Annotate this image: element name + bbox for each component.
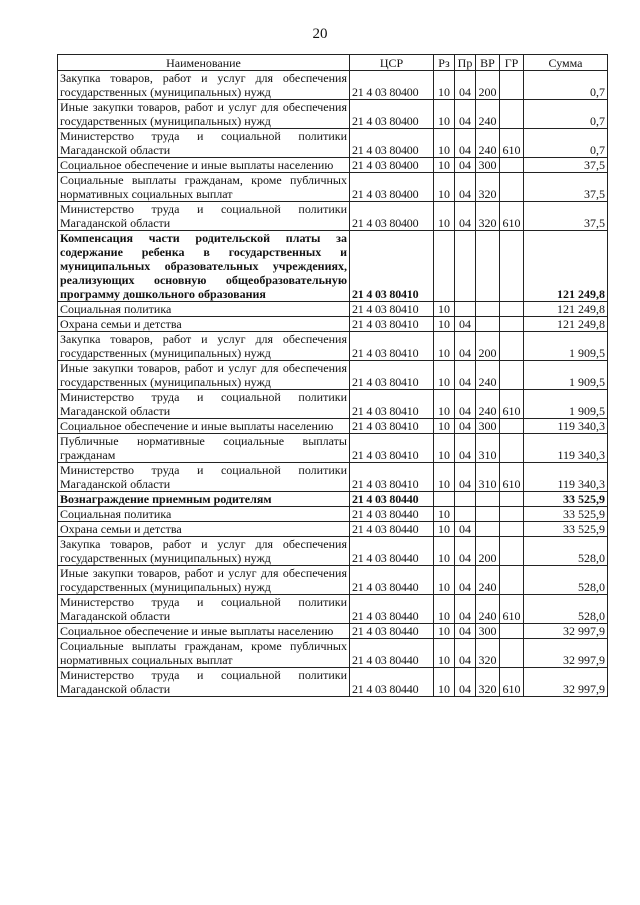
- cell-name: Социальные выплаты гражданам, кроме публичных нормативных социальных выплат: [58, 173, 350, 202]
- table-row: [58, 507, 608, 522]
- cell-name: Министерство труда и социальной политики Магаданской области: [58, 202, 350, 231]
- cell-rz: 10: [434, 71, 455, 100]
- cell-pr: 04: [455, 158, 476, 173]
- cell-rz: 10: [434, 537, 455, 566]
- cell-rz: 10: [434, 507, 455, 522]
- cell-gr: [500, 71, 524, 100]
- cell-pr: [455, 231, 476, 302]
- cell-rz: 10: [434, 624, 455, 639]
- cell-sum: 32 997,9: [524, 668, 608, 697]
- cell-sum: 528,0: [524, 595, 608, 624]
- table-row: [58, 639, 608, 668]
- cell-sum: 1 909,5: [524, 361, 608, 390]
- cell-name: Компенсация части родительской платы за содержание ребенка в государственных и муниципальных образовательных учреждениях, реализующих основную общеобразовательную программу дошкольного образования: [58, 231, 350, 302]
- cell-vr: 200: [476, 71, 500, 100]
- cell-vr: [476, 302, 500, 317]
- cell-vr: 240: [476, 129, 500, 158]
- cell-vr: 200: [476, 332, 500, 361]
- cell-gr: [500, 419, 524, 434]
- header-pr: Пр: [455, 55, 476, 71]
- cell-gr: 610: [500, 668, 524, 697]
- cell-rz: 10: [434, 100, 455, 129]
- cell-name: Социальное обеспечение и иные выплаты населению: [58, 624, 350, 639]
- cell-csr: 21 4 03 80440: [350, 522, 434, 537]
- cell-name: Министерство труда и социальной политики Магаданской области: [58, 595, 350, 624]
- cell-vr: 240: [476, 361, 500, 390]
- cell-gr: [500, 434, 524, 463]
- cell-pr: 04: [455, 202, 476, 231]
- cell-rz: 10: [434, 202, 455, 231]
- table-row: [58, 624, 608, 639]
- cell-sum: 32 997,9: [524, 639, 608, 668]
- cell-sum: 37,5: [524, 158, 608, 173]
- cell-rz: 10: [434, 463, 455, 492]
- cell-pr: [455, 302, 476, 317]
- cell-csr: 21 4 03 80410: [350, 390, 434, 419]
- cell-rz: 10: [434, 158, 455, 173]
- table-row: [58, 668, 608, 697]
- cell-name: Социальная политика: [58, 507, 350, 522]
- cell-vr: 300: [476, 158, 500, 173]
- cell-csr: 21 4 03 80400: [350, 71, 434, 100]
- cell-name: Социальное обеспечение и иные выплаты населению: [58, 158, 350, 173]
- table-row: [58, 390, 608, 419]
- cell-pr: 04: [455, 537, 476, 566]
- cell-rz: 10: [434, 332, 455, 361]
- cell-csr: 21 4 03 80410: [350, 361, 434, 390]
- cell-sum: 0,7: [524, 100, 608, 129]
- cell-sum: 33 525,9: [524, 492, 608, 507]
- table-row: [58, 434, 608, 463]
- cell-gr: [500, 231, 524, 302]
- cell-csr: 21 4 03 80440: [350, 639, 434, 668]
- header-rz: Рз: [434, 55, 455, 71]
- cell-vr: 300: [476, 624, 500, 639]
- cell-name: Иные закупки товаров, работ и услуг для обеспечения государственных (муниципальных) нужд: [58, 100, 350, 129]
- cell-vr: 310: [476, 463, 500, 492]
- cell-pr: 04: [455, 668, 476, 697]
- cell-vr: 240: [476, 390, 500, 419]
- table-row: [58, 595, 608, 624]
- cell-vr: 320: [476, 173, 500, 202]
- cell-pr: 04: [455, 390, 476, 419]
- cell-name: Иные закупки товаров, работ и услуг для обеспечения государственных (муниципальных) нужд: [58, 566, 350, 595]
- cell-rz: 10: [434, 595, 455, 624]
- cell-csr: 21 4 03 80410: [350, 332, 434, 361]
- cell-vr: 200: [476, 537, 500, 566]
- table-row: [58, 202, 608, 231]
- cell-pr: 04: [455, 332, 476, 361]
- cell-csr: 21 4 03 80400: [350, 202, 434, 231]
- page-number: 20: [312, 26, 328, 42]
- cell-rz: 10: [434, 317, 455, 332]
- cell-sum: 37,5: [524, 173, 608, 202]
- cell-pr: 04: [455, 317, 476, 332]
- cell-csr: 21 4 03 80400: [350, 129, 434, 158]
- cell-pr: 04: [455, 566, 476, 595]
- cell-name: Министерство труда и социальной политики Магаданской области: [58, 390, 350, 419]
- cell-gr: [500, 492, 524, 507]
- cell-csr: 21 4 03 80410: [350, 463, 434, 492]
- cell-gr: [500, 317, 524, 332]
- cell-sum: 119 340,3: [524, 463, 608, 492]
- cell-csr: 21 4 03 80410: [350, 317, 434, 332]
- cell-vr: [476, 492, 500, 507]
- cell-vr: 240: [476, 566, 500, 595]
- cell-gr: [500, 361, 524, 390]
- cell-rz: 10: [434, 129, 455, 158]
- cell-pr: [455, 492, 476, 507]
- cell-rz: 10: [434, 361, 455, 390]
- table-header-row: [58, 55, 608, 71]
- cell-csr: 21 4 03 80440: [350, 537, 434, 566]
- cell-name: Иные закупки товаров, работ и услуг для обеспечения государственных (муниципальных) нужд: [58, 361, 350, 390]
- cell-rz: 10: [434, 173, 455, 202]
- cell-csr: 21 4 03 80410: [350, 302, 434, 317]
- cell-sum: 0,7: [524, 71, 608, 100]
- cell-csr: 21 4 03 80410: [350, 434, 434, 463]
- cell-rz: 10: [434, 434, 455, 463]
- cell-rz: 10: [434, 390, 455, 419]
- table-row: [58, 158, 608, 173]
- header-vr: ВР: [476, 55, 500, 71]
- cell-pr: 04: [455, 361, 476, 390]
- cell-name: Социальная политика: [58, 302, 350, 317]
- cell-rz: 10: [434, 668, 455, 697]
- cell-vr: [476, 507, 500, 522]
- cell-vr: 310: [476, 434, 500, 463]
- cell-pr: 04: [455, 71, 476, 100]
- header-sum: Сумма: [524, 55, 608, 71]
- cell-name: Охрана семьи и детства: [58, 317, 350, 332]
- cell-vr: 320: [476, 668, 500, 697]
- cell-rz: 10: [434, 302, 455, 317]
- cell-gr: [500, 173, 524, 202]
- cell-csr: 21 4 03 80440: [350, 624, 434, 639]
- cell-gr: [500, 302, 524, 317]
- cell-gr: 610: [500, 202, 524, 231]
- cell-name: Министерство труда и социальной политики Магаданской области: [58, 668, 350, 697]
- table-row: [58, 231, 608, 302]
- cell-gr: [500, 522, 524, 537]
- cell-pr: 04: [455, 624, 476, 639]
- cell-gr: 610: [500, 463, 524, 492]
- table-row: [58, 566, 608, 595]
- cell-gr: 610: [500, 595, 524, 624]
- cell-vr: 320: [476, 202, 500, 231]
- cell-name: Публичные нормативные социальные выплаты гражданам: [58, 434, 350, 463]
- cell-sum: 119 340,3: [524, 434, 608, 463]
- cell-vr: [476, 317, 500, 332]
- cell-sum: 121 249,8: [524, 231, 608, 302]
- cell-vr: 320: [476, 639, 500, 668]
- cell-sum: 528,0: [524, 566, 608, 595]
- cell-gr: [500, 100, 524, 129]
- cell-csr: 21 4 03 80400: [350, 100, 434, 129]
- cell-sum: 1 909,5: [524, 332, 608, 361]
- cell-name: Министерство труда и социальной политики Магаданской области: [58, 463, 350, 492]
- cell-name: Закупка товаров, работ и услуг для обеспечения государственных (муниципальных) нужд: [58, 332, 350, 361]
- table-row: [58, 332, 608, 361]
- cell-gr: 610: [500, 129, 524, 158]
- cell-vr: [476, 231, 500, 302]
- table-row: [58, 71, 608, 100]
- cell-csr: 21 4 03 80400: [350, 173, 434, 202]
- cell-vr: 240: [476, 100, 500, 129]
- cell-sum: 121 249,8: [524, 302, 608, 317]
- cell-gr: [500, 624, 524, 639]
- cell-name: Охрана семьи и детства: [58, 522, 350, 537]
- cell-pr: 04: [455, 595, 476, 624]
- cell-rz: [434, 492, 455, 507]
- cell-sum: 33 525,9: [524, 507, 608, 522]
- cell-rz: 10: [434, 522, 455, 537]
- cell-pr: 04: [455, 419, 476, 434]
- budget-table: [57, 54, 608, 697]
- cell-pr: 04: [455, 434, 476, 463]
- cell-rz: 10: [434, 639, 455, 668]
- cell-name: Закупка товаров, работ и услуг для обеспечения государственных (муниципальных) нужд: [58, 537, 350, 566]
- cell-rz: 10: [434, 566, 455, 595]
- cell-pr: 04: [455, 173, 476, 202]
- table-row: [58, 463, 608, 492]
- cell-csr: 21 4 03 80440: [350, 492, 434, 507]
- cell-name: Вознаграждение приемным родителям: [58, 492, 350, 507]
- cell-rz: [434, 231, 455, 302]
- cell-sum: 121 249,8: [524, 317, 608, 332]
- cell-gr: 610: [500, 390, 524, 419]
- table-row: [58, 537, 608, 566]
- table-row: [58, 317, 608, 332]
- table-body: [58, 71, 608, 697]
- cell-name: Социальное обеспечение и иные выплаты населению: [58, 419, 350, 434]
- table-row: [58, 522, 608, 537]
- header-name: Наименование: [58, 55, 350, 71]
- cell-vr: [476, 522, 500, 537]
- table-row: [58, 419, 608, 434]
- cell-gr: [500, 332, 524, 361]
- cell-sum: 32 997,9: [524, 624, 608, 639]
- cell-name: Закупка товаров, работ и услуг для обеспечения государственных (муниципальных) нужд: [58, 71, 350, 100]
- cell-vr: 300: [476, 419, 500, 434]
- header-gr: ГР: [500, 55, 524, 71]
- cell-sum: 1 909,5: [524, 390, 608, 419]
- cell-csr: 21 4 03 80410: [350, 231, 434, 302]
- cell-csr: 21 4 03 80400: [350, 158, 434, 173]
- cell-sum: 119 340,3: [524, 419, 608, 434]
- cell-csr: 21 4 03 80440: [350, 507, 434, 522]
- cell-pr: 04: [455, 463, 476, 492]
- cell-gr: [500, 639, 524, 668]
- cell-name: Социальные выплаты гражданам, кроме публичных нормативных социальных выплат: [58, 639, 350, 668]
- cell-pr: 04: [455, 522, 476, 537]
- cell-pr: 04: [455, 100, 476, 129]
- cell-rz: 10: [434, 419, 455, 434]
- cell-sum: 0,7: [524, 129, 608, 158]
- cell-pr: 04: [455, 639, 476, 668]
- cell-sum: 37,5: [524, 202, 608, 231]
- cell-pr: [455, 507, 476, 522]
- cell-csr: 21 4 03 80410: [350, 419, 434, 434]
- table-row: [58, 173, 608, 202]
- table-row: [58, 361, 608, 390]
- table-row: [58, 492, 608, 507]
- cell-sum: 33 525,9: [524, 522, 608, 537]
- cell-gr: [500, 566, 524, 595]
- cell-csr: 21 4 03 80440: [350, 566, 434, 595]
- header-csr: ЦСР: [350, 55, 434, 71]
- cell-name: Министерство труда и социальной политики Магаданской области: [58, 129, 350, 158]
- cell-gr: [500, 537, 524, 566]
- cell-gr: [500, 507, 524, 522]
- table-row: [58, 302, 608, 317]
- cell-pr: 04: [455, 129, 476, 158]
- cell-csr: 21 4 03 80440: [350, 668, 434, 697]
- table-row: [58, 129, 608, 158]
- cell-gr: [500, 158, 524, 173]
- cell-sum: 528,0: [524, 537, 608, 566]
- cell-csr: 21 4 03 80440: [350, 595, 434, 624]
- cell-vr: 240: [476, 595, 500, 624]
- table-row: [58, 100, 608, 129]
